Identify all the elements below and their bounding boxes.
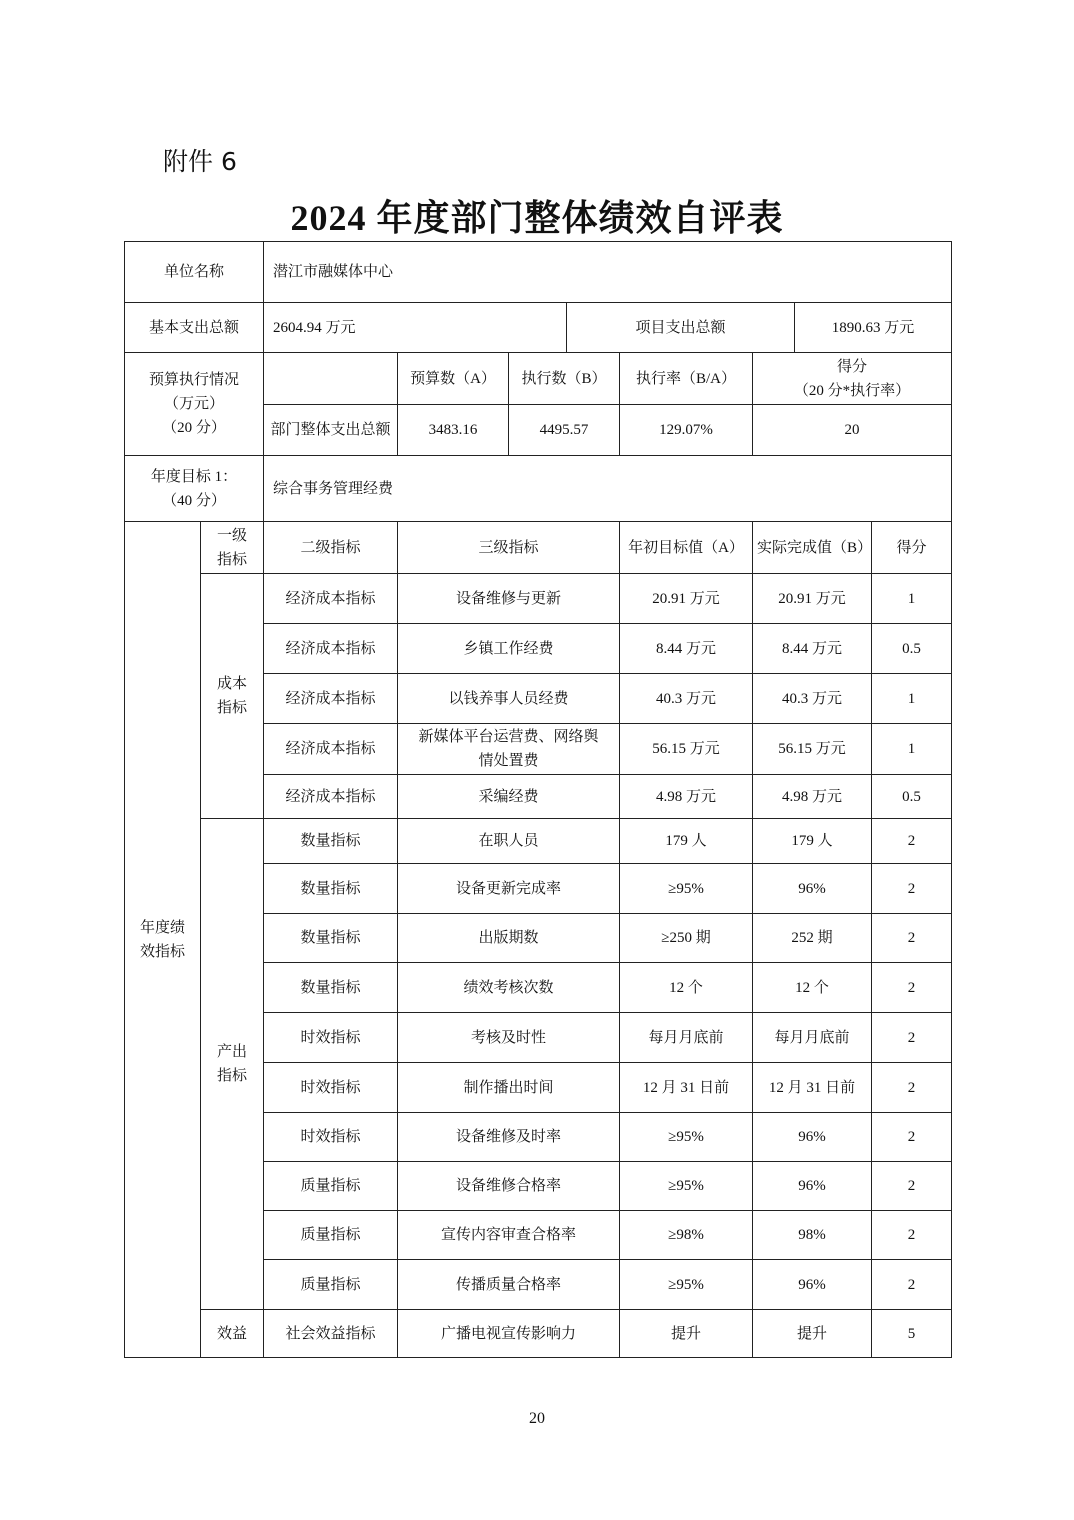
score-header-line: （20 分*执行率）: [793, 382, 911, 399]
budget-row-label: 部门整体支出总额: [264, 405, 398, 456]
level2-indicator: 时效指标: [264, 1063, 398, 1113]
actual-value: 96%: [753, 1162, 872, 1211]
score: 2: [872, 1162, 952, 1211]
execution-value: 4495.57: [509, 405, 620, 456]
target-value: 每月月底前: [620, 1013, 753, 1063]
table-row: [125, 1310, 952, 1358]
execution-rate: 129.07%: [620, 405, 753, 456]
level2-indicator: 经济成本指标: [264, 724, 398, 775]
project-expense-value: 1890.63 万元: [795, 303, 952, 353]
level3-indicator: 设备维修及时率: [398, 1113, 620, 1162]
level2-indicator: 社会效益指标: [264, 1310, 398, 1358]
score-header-line: 得分: [836, 358, 867, 375]
actual-value: 96%: [753, 1260, 872, 1310]
actual-value: 98%: [753, 1211, 872, 1260]
column-header: 得分: [872, 522, 952, 574]
level3-indicator: 以钱养事人员经费: [398, 674, 620, 724]
target-value: 40.3 万元: [620, 674, 753, 724]
target-value: ≥95%: [620, 1162, 753, 1211]
budget-header: 执行率（B/A）: [620, 353, 753, 405]
level3-indicator: 广播电视宣传影响力: [398, 1310, 620, 1358]
target-value: ≥95%: [620, 864, 753, 914]
level3-indicator: 采编经费: [398, 775, 620, 819]
level3-indicator: 设备维修合格率: [398, 1162, 620, 1211]
level2-indicator: 数量指标: [264, 864, 398, 914]
score-header: [753, 353, 952, 405]
level1-indicator: 效益: [201, 1310, 264, 1358]
column-header: 实际完成值（B）: [753, 522, 872, 574]
basic-expense-label: 基本支出总额: [125, 303, 264, 353]
level2-indicator: 时效指标: [264, 1113, 398, 1162]
actual-value: 179 人: [753, 819, 872, 864]
budget-label-line: 预算执行情况: [148, 372, 239, 388]
budget-header: 预算数（A）: [398, 353, 509, 405]
target-value: ≥98%: [620, 1211, 753, 1260]
attachment-label: 附件 6: [163, 147, 237, 176]
level3-indicator: 传播质量合格率: [398, 1260, 620, 1310]
goal-label: [125, 456, 264, 522]
score: 2: [872, 1013, 952, 1063]
actual-value: 20.91 万元: [753, 574, 872, 624]
score: 1: [872, 724, 952, 775]
actual-value: 提升: [753, 1310, 872, 1358]
column-header: 年初目标值（A）: [620, 522, 753, 574]
level3-indicator: 设备维修与更新: [398, 574, 620, 624]
actual-value: 96%: [753, 1113, 872, 1162]
score: 1: [872, 574, 952, 624]
level2-indicator: 数量指标: [264, 819, 398, 864]
target-value: 8.44 万元: [620, 624, 753, 674]
budget-label: [125, 353, 264, 456]
score: 2: [872, 1063, 952, 1113]
score: 2: [872, 1211, 952, 1260]
budget-header: 执行数（B）: [509, 353, 620, 405]
actual-value: 40.3 万元: [753, 674, 872, 724]
level3-indicator: 宣传内容审查合格率: [398, 1211, 620, 1260]
target-value: ≥95%: [620, 1113, 753, 1162]
budget-label-line: （20 分）: [162, 420, 226, 436]
target-value: ≥95%: [620, 1260, 753, 1310]
budget-score: 20: [753, 405, 952, 456]
indicators-table: [124, 521, 952, 1358]
budget-table: [124, 352, 952, 456]
page-number: 20: [529, 1410, 545, 1427]
score: 1: [872, 674, 952, 724]
actual-value: 12 月 31 日前: [753, 1063, 872, 1113]
goal-table: [124, 455, 952, 522]
level3-indicator: 新媒体平台运营费、网络舆情处置费: [398, 724, 620, 775]
page-title: 2024 年度部门整体绩效自评表: [290, 198, 784, 238]
budget-label-line: （万元）: [163, 396, 224, 412]
level3-indicator: 出版期数: [398, 914, 620, 963]
level2-indicator: 质量指标: [264, 1211, 398, 1260]
level2-indicator: 经济成本指标: [264, 574, 398, 624]
unit-name-value: 潜江市融媒体中心: [264, 242, 952, 303]
level3-indicator: 在职人员: [398, 819, 620, 864]
level3-indicator: 乡镇工作经费: [398, 624, 620, 674]
actual-value: 252 期: [753, 914, 872, 963]
target-value: 56.15 万元: [620, 724, 753, 775]
level3-indicator: 考核及时性: [398, 1013, 620, 1063]
goal-label-line: （40 分）: [162, 492, 226, 509]
target-value: 179 人: [620, 819, 753, 864]
level2-indicator: 质量指标: [264, 1162, 398, 1211]
score: 2: [872, 1113, 952, 1162]
level2-indicator: 质量指标: [264, 1260, 398, 1310]
target-value: 20.91 万元: [620, 574, 753, 624]
actual-value: 12 个: [753, 963, 872, 1013]
target-value: 12 个: [620, 963, 753, 1013]
unit-expense-table: [124, 241, 952, 353]
level2-indicator: 经济成本指标: [264, 775, 398, 819]
actual-value: 4.98 万元: [753, 775, 872, 819]
unit-name-label: 单位名称: [125, 242, 264, 303]
project-expense-label: 项目支出总额: [567, 303, 795, 353]
level2-indicator: 数量指标: [264, 914, 398, 963]
level1-indicator: 产出指标: [201, 819, 264, 1310]
score: 0.5: [872, 624, 952, 674]
score: 2: [872, 963, 952, 1013]
target-value: 12 月 31 日前: [620, 1063, 753, 1113]
actual-value: 56.15 万元: [753, 724, 872, 775]
actual-value: 8.44 万元: [753, 624, 872, 674]
column-header: 一级指标: [201, 522, 264, 574]
goal-value: 综合事务管理经费: [264, 456, 952, 522]
table-row: [125, 574, 952, 624]
column-header: 三级指标: [398, 522, 620, 574]
column-header: 二级指标: [264, 522, 398, 574]
target-value: 提升: [620, 1310, 753, 1358]
empty-cell: [264, 353, 398, 405]
actual-value: 每月月底前: [753, 1013, 872, 1063]
level2-indicator: 时效指标: [264, 1013, 398, 1063]
score: 2: [872, 864, 952, 914]
goal-label-line: 年度目标 1：: [150, 468, 238, 485]
target-value: 4.98 万元: [620, 775, 753, 819]
level2-indicator: 数量指标: [264, 963, 398, 1013]
level1-indicator: 成本指标: [201, 574, 264, 819]
indicator-header-row: [125, 522, 952, 574]
level3-indicator: 设备更新完成率: [398, 864, 620, 914]
basic-expense-value: 2604.94 万元: [264, 303, 567, 353]
table-row: [125, 819, 952, 864]
score: 2: [872, 914, 952, 963]
level3-indicator: 制作播出时间: [398, 1063, 620, 1113]
score: 2: [872, 1260, 952, 1310]
level3-indicator: 绩效考核次数: [398, 963, 620, 1013]
budget-value: 3483.16: [398, 405, 509, 456]
level2-indicator: 经济成本指标: [264, 674, 398, 724]
section-label: 年度绩效指标: [125, 522, 201, 1358]
level2-indicator: 经济成本指标: [264, 624, 398, 674]
actual-value: 96%: [753, 864, 872, 914]
score: 2: [872, 819, 952, 864]
score: 5: [872, 1310, 952, 1358]
score: 0.5: [872, 775, 952, 819]
target-value: ≥250 期: [620, 914, 753, 963]
